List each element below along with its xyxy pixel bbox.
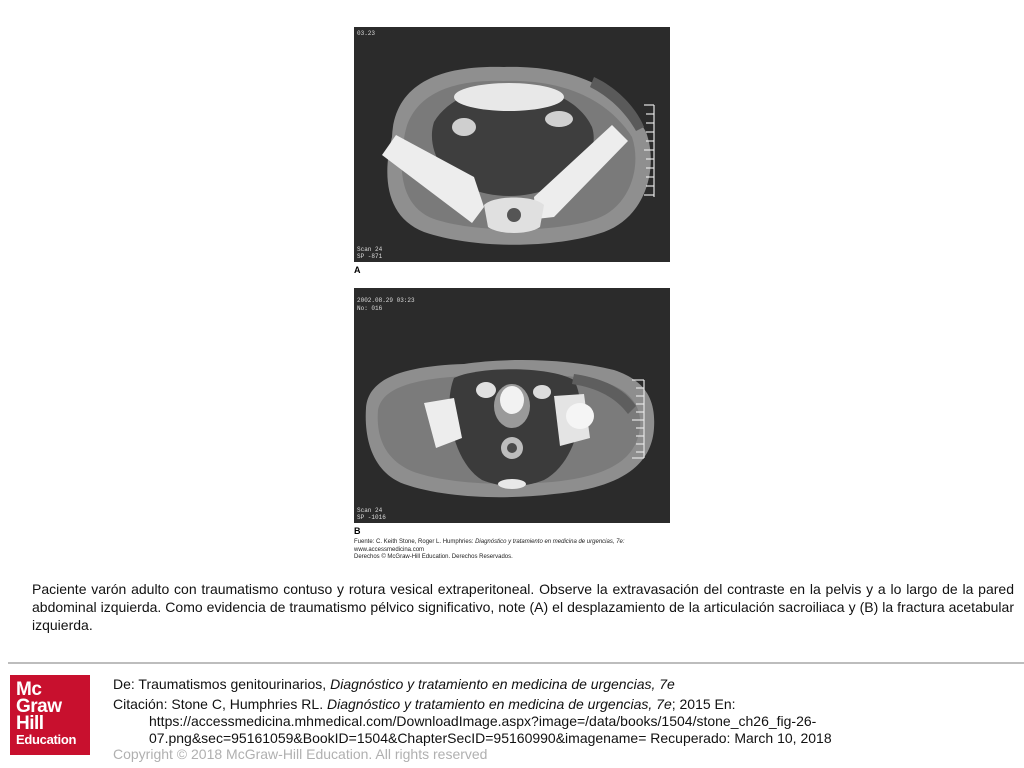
ct-a-header: 03.23	[357, 30, 376, 37]
logo-line-4: Education	[16, 732, 77, 747]
figure-source-book: Diagnóstico y tratamiento en medicina de urgencias, 7e:	[475, 539, 625, 545]
source-chapter-prefix: De: Traumatismos genitourinarios,	[113, 676, 331, 692]
ct-b-footer-2: SP -1016	[357, 514, 386, 521]
source-chapter-line	[113, 676, 675, 693]
footer-divider	[8, 662, 1024, 664]
ct-b-header-2: No: 016	[357, 305, 383, 312]
panel-label-b: B	[354, 526, 361, 536]
copyright-notice: Copyright © 2018 McGraw-Hill Education. All rights reserved	[113, 746, 488, 762]
citation-block	[113, 696, 1013, 747]
logo-line-1: Mc	[16, 679, 42, 700]
ct-b-footer-1: Scan 24	[357, 507, 383, 514]
figure-source-authors: Fuente: C. Keith Stone, Roger L. Humphries:	[354, 539, 474, 545]
ct-b-header-1: 2002.08.29 03:23	[357, 297, 415, 304]
ct-scan-panel-a	[354, 27, 670, 262]
ct-a-footer-2: SP -871	[357, 253, 383, 260]
citation-suffix: ; 2015 En:	[671, 696, 736, 712]
citation-book: Diagnóstico y tratamiento en medicina de urgencias, 7e	[326, 696, 672, 712]
figure-source	[354, 539, 674, 562]
ct-scan-panel-b	[354, 288, 670, 523]
source-chapter-book: Diagnóstico y tratamiento en medicina de urgencias, 7e	[330, 676, 675, 692]
figure-source-site: www.accessmedicina.com	[354, 546, 425, 553]
citation-url-line-1: https://accessmedicina.mhmedical.com/DownloadImage.aspx?image=/data/books/1504/stone_ch26_fig-26-	[149, 713, 817, 729]
panel-label-a: A	[354, 265, 361, 275]
logo-line-2: Graw	[16, 696, 62, 717]
figure-caption: Paciente varón adulto con traumatismo contuso y rotura vesical extraperitoneal. Observe la extravasación del contraste en la pelvis y a lo largo de la pared abdominal izquierda. Como evidencia de traumatismo pélvico significativo, note (A) el desplazamiento de la articulación sacroiliaca y (B) la fractura acetabular izquierda.	[32, 581, 1014, 633]
logo-line-3: Hill	[16, 713, 44, 734]
citation-prefix: Citación: Stone C, Humphries RL.	[113, 696, 327, 712]
ct-a-footer-1: Scan 24	[357, 246, 383, 253]
mcgraw-hill-logo	[10, 675, 90, 755]
figure-source-rights: Derechos © McGraw-Hill Education. Derechos Reservados.	[354, 554, 513, 560]
citation-url-line-2: 07.png&sec=95161059&BookID=1504&ChapterSecID=95160990&imagename= Recuperado: March 10, 2018	[149, 730, 832, 746]
